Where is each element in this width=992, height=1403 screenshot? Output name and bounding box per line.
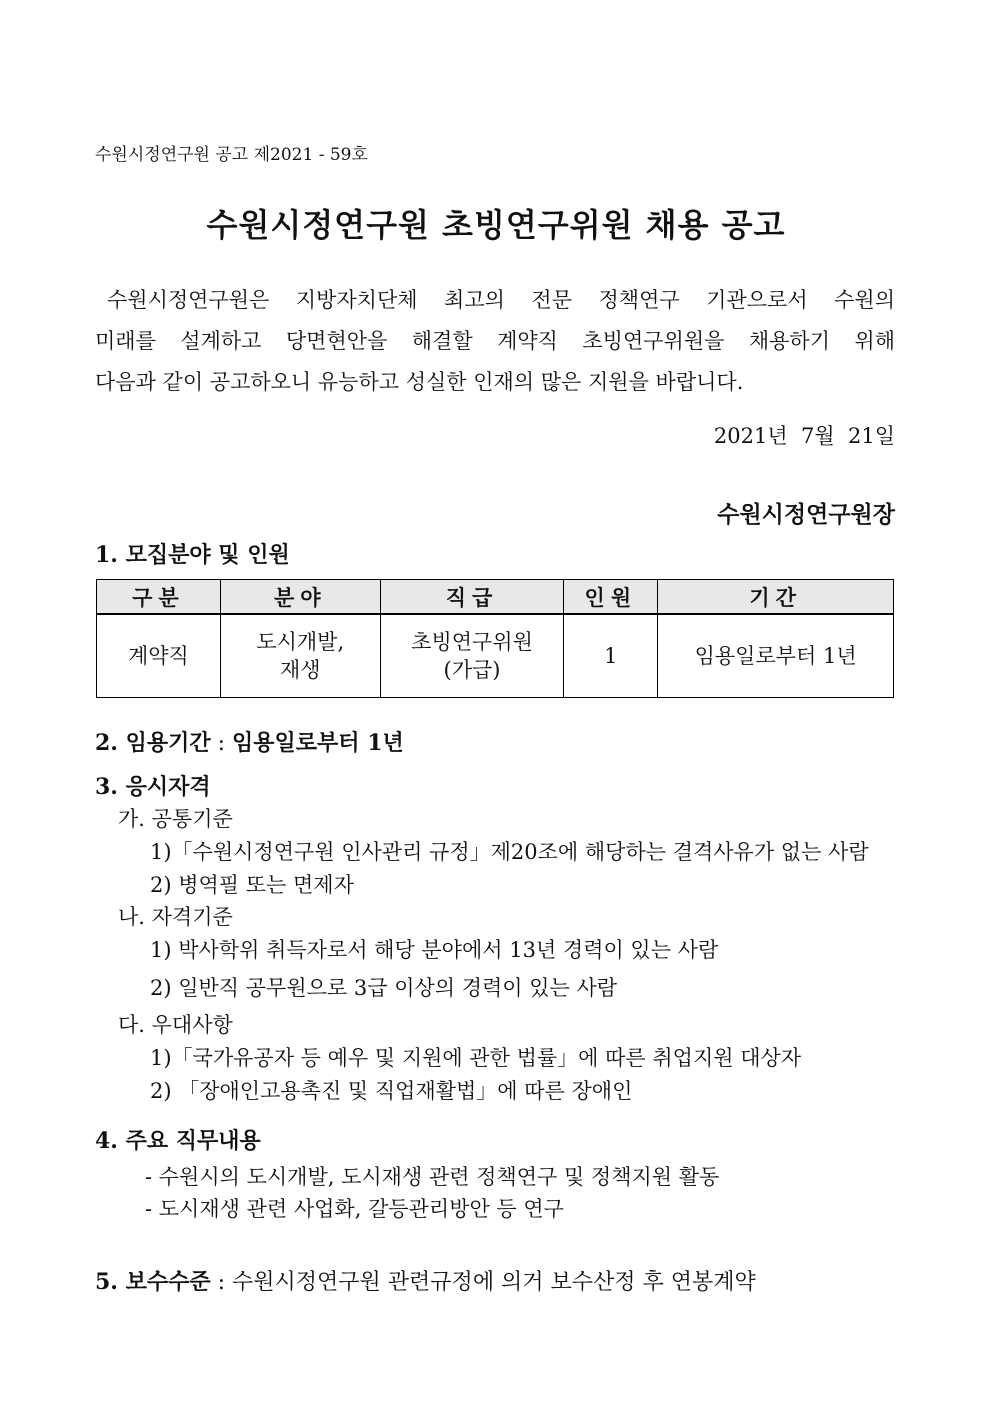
notice-date: 2021년 7월 21일 bbox=[713, 424, 895, 448]
intro-line: 다음과 같이 공고하오니 유능하고 성실한 인재의 많은 지원을 바랍니다. bbox=[95, 370, 744, 394]
section-4-heading: 4. 주요 직무내용 bbox=[95, 1128, 261, 1154]
page-title: 수원시정연구원 초빙연구위원 채용 공고 bbox=[206, 206, 786, 244]
cell-period: 임용일로부터 1년 bbox=[658, 614, 894, 698]
section-2-value: 임용일로부터 1년 bbox=[232, 730, 404, 756]
cell-count: 1 bbox=[564, 614, 658, 698]
section-2 bbox=[95, 726, 404, 757]
intro-line: 미래를 설계하고 당면현안을 해결할 계약직 초빙연구위원을 채용하기 위해 bbox=[95, 329, 895, 353]
section-2-separator: : bbox=[210, 731, 233, 756]
section-3-na-item: 2) 일반직 공무원으로 3급 이상의 경력이 있는 사람 bbox=[150, 976, 618, 1000]
notice-number: 수원시정연구원 공고 제2021 - 59호 bbox=[95, 145, 368, 165]
section-3-da-item: 2) 「장애인고용촉진 및 직업재활법」에 따른 장애인 bbox=[150, 1079, 633, 1103]
header-grade: 직급 bbox=[380, 580, 564, 615]
section-3-na-item: 1) 박사학위 취득자로서 해당 분야에서 13년 경력이 있는 사람 bbox=[150, 938, 719, 962]
cell-field bbox=[220, 614, 380, 698]
section-3-na-label: 나. 자격기준 bbox=[118, 905, 233, 929]
cell-type: 계약직 bbox=[97, 614, 221, 698]
table-header-row bbox=[97, 580, 894, 615]
section-5-value: 수원시정연구원 관련규정에 의거 보수산정 후 연봉계약 bbox=[232, 1270, 756, 1295]
section-3-da-label: 다. 우대사항 bbox=[118, 1013, 233, 1037]
cell-grade-line: (가급) bbox=[443, 658, 501, 682]
cell-field-line: 재생 bbox=[279, 658, 321, 682]
section-5-label: 5. 보수수준 bbox=[95, 1269, 211, 1295]
cell-field-line: 도시개발, bbox=[256, 630, 345, 654]
header-field: 분야 bbox=[220, 580, 380, 615]
header-type: 구분 bbox=[97, 580, 221, 615]
section-5 bbox=[95, 1265, 756, 1296]
cell-grade bbox=[380, 614, 564, 698]
header-period: 기간 bbox=[658, 580, 894, 615]
section-3-da-item: 1)「국가유공자 등 예우 및 지원에 관한 법률」에 따른 취업지원 대상자 bbox=[150, 1046, 802, 1070]
section-4-item: - 수원시의 도시개발, 도시재생 관련 정책연구 및 정책지원 활동 bbox=[145, 1165, 720, 1189]
recruitment-table bbox=[96, 579, 894, 698]
section-3-heading: 3. 응시자격 bbox=[95, 774, 211, 800]
table-row bbox=[97, 614, 894, 698]
intro-paragraph bbox=[95, 280, 895, 403]
section-2-label: 2. 임용기간 bbox=[95, 730, 211, 756]
section-5-separator: : bbox=[210, 1270, 233, 1295]
section-1-heading: 1. 모집분야 및 인원 bbox=[95, 542, 290, 568]
cell-grade-line: 초빙연구위원 bbox=[411, 630, 533, 654]
signer: 수원시정연구원장 bbox=[717, 501, 895, 528]
intro-line: 수원시정연구원은 지방자치단체 최고의 전문 정책연구 기관으로서 수원의 bbox=[107, 288, 895, 312]
section-3-ga-item: 2) 병역필 또는 면제자 bbox=[150, 873, 354, 897]
header-count: 인원 bbox=[564, 580, 658, 615]
section-4-item: - 도시재생 관련 사업화, 갈등관리방안 등 연구 bbox=[145, 1197, 564, 1221]
section-3-ga-label: 가. 공통기준 bbox=[118, 807, 233, 831]
section-3-ga-item: 1)「수원시정연구원 인사관리 규정」제20조에 해당하는 결격사유가 없는 사람 bbox=[150, 840, 869, 864]
